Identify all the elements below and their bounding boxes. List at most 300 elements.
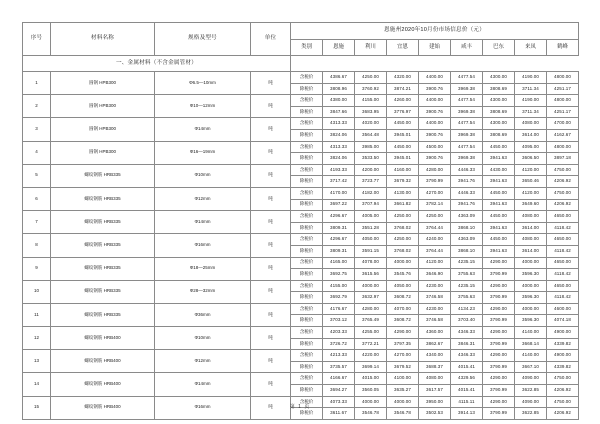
price-cell: 3617.57	[419, 385, 451, 397]
price-cell: 4000.00	[355, 280, 387, 292]
price-cell: 3723.77	[355, 176, 387, 188]
row-category-without-tax: 除税价	[291, 176, 323, 188]
price-cell: 3546.78	[387, 408, 419, 420]
price-cell: 3941.63	[483, 222, 515, 234]
price-cell: 3679.32	[387, 176, 419, 188]
row-category-with-tax: 含税价	[291, 373, 323, 385]
row-sequence: 7	[23, 211, 51, 234]
row-category-without-tax: 除税价	[291, 129, 323, 141]
row-material-name: 螺纹钢筋 HRB400	[51, 396, 155, 419]
price-cell: 3699.14	[355, 361, 387, 373]
price-cell: 4240.00	[419, 234, 451, 246]
price-cell: 4080.00	[515, 211, 547, 223]
price-cell: 3897.18	[547, 153, 579, 165]
price-cell: 4000.00	[387, 257, 419, 269]
row-spec-model: Φ12mm	[155, 187, 251, 210]
price-cell: 4446.33	[451, 187, 483, 199]
price-cell: 4400.00	[419, 118, 451, 130]
row-category-without-tax: 除税价	[291, 315, 323, 327]
price-cell: 4160.00	[387, 164, 419, 176]
row-category-without-tax: 除税价	[291, 292, 323, 304]
table-body	[23, 56, 579, 420]
row-material-name: 螺纹钢筋 HRB335	[51, 303, 155, 326]
table-row	[23, 141, 579, 153]
price-cell: 4206.92	[547, 385, 579, 397]
price-cell: 3782.14	[419, 199, 451, 211]
price-cell: 3772.21	[355, 338, 387, 350]
price-cell: 3900.76	[419, 153, 451, 165]
price-cell: 3692.75	[323, 269, 355, 281]
row-sequence: 12	[23, 327, 51, 350]
price-cell: 3790.99	[483, 292, 515, 304]
price-cell: 3692.79	[323, 292, 355, 304]
price-cell: 3502.53	[419, 408, 451, 420]
row-material-name: 圆钢 HPB300	[51, 118, 155, 141]
price-cell: 3941.63	[483, 153, 515, 165]
row-unit: 吨	[251, 373, 291, 396]
header-category: 类别	[291, 40, 323, 56]
price-cell: 3596.30	[515, 292, 547, 304]
price-cell: 4290.00	[387, 327, 419, 339]
table-row	[23, 164, 579, 176]
price-cell: 3614.00	[515, 245, 547, 257]
header-spec-model: 规格及型号	[155, 23, 251, 56]
row-sequence: 3	[23, 118, 51, 141]
row-category-with-tax: 含税价	[291, 211, 323, 223]
section-title-row	[23, 56, 579, 72]
row-category-without-tax: 除税价	[291, 199, 323, 211]
price-cell: 3688.37	[419, 361, 451, 373]
price-cell: 4329.56	[451, 373, 483, 385]
price-cell: 4600.00	[547, 303, 579, 315]
price-cell: 4700.00	[547, 118, 579, 130]
row-material-name: 螺纹钢筋 HRB335	[51, 280, 155, 303]
row-sequence: 4	[23, 141, 51, 164]
price-cell: 4300.00	[483, 95, 515, 107]
price-cell: 4270.00	[419, 187, 451, 199]
price-cell: 4000.00	[515, 257, 547, 269]
price-cell: 3697.22	[323, 199, 355, 211]
row-category-with-tax: 含税价	[291, 280, 323, 292]
price-cell: 4313.33	[323, 118, 355, 130]
row-material-name: 圆钢 HPB300	[51, 141, 155, 164]
row-sequence: 5	[23, 164, 51, 187]
row-category-with-tax: 含税价	[291, 187, 323, 199]
price-cell: 4250.00	[387, 211, 419, 223]
row-spec-model: Φ14mm	[155, 211, 251, 234]
price-cell: 3790.99	[483, 361, 515, 373]
price-cell: 4340.00	[419, 350, 451, 362]
price-cell: 4251.17	[547, 106, 579, 118]
price-cell: 4477.54	[451, 95, 483, 107]
row-category-without-tax: 除税价	[291, 361, 323, 373]
price-cell: 3667.10	[515, 361, 547, 373]
row-spec-model: Φ14mm	[155, 373, 251, 396]
price-cell: 4015.41	[451, 361, 483, 373]
price-cell: 4363.09	[451, 211, 483, 223]
price-cell: 3746.58	[419, 292, 451, 304]
price-cell: 4339.82	[547, 338, 579, 350]
row-category-without-tax: 除税价	[291, 408, 323, 420]
price-cell: 3533.50	[355, 153, 387, 165]
price-cell: 4130.00	[387, 187, 419, 199]
row-spec-model: Φ10—12mm	[155, 95, 251, 118]
price-cell: 3614.00	[515, 222, 547, 234]
price-cell: 3551.28	[355, 222, 387, 234]
price-cell: 3950.00	[419, 396, 451, 408]
row-category-with-tax: 含税价	[291, 303, 323, 315]
price-cell: 4360.00	[419, 327, 451, 339]
table-row	[23, 211, 579, 223]
header-city-lichuan: 利川	[355, 40, 387, 56]
row-spec-model: Φ16mm	[155, 396, 251, 419]
table-row	[23, 350, 579, 362]
price-cell: 4320.00	[387, 72, 419, 84]
header-city-xuanen: 宜恩	[387, 40, 419, 56]
price-cell: 3711.34	[515, 106, 547, 118]
row-material-name: 螺纹钢筋 HRB335	[51, 187, 155, 210]
row-spec-model: Φ10mm	[155, 327, 251, 350]
header-seq: 序号	[23, 23, 51, 56]
price-cell: 3611.67	[323, 408, 355, 420]
price-cell: 4015.41	[451, 385, 483, 397]
price-cell: 4095.00	[515, 141, 547, 153]
price-cell: 4450.00	[387, 141, 419, 153]
price-cell: 3941.63	[483, 199, 515, 211]
row-sequence: 2	[23, 95, 51, 118]
row-category-without-tax: 除税价	[291, 106, 323, 118]
price-cell: 3808.69	[483, 129, 515, 141]
row-sequence: 1	[23, 72, 51, 95]
row-spec-model: Φ12mm	[155, 350, 251, 373]
row-material-name: 螺纹钢筋 HRB400	[51, 350, 155, 373]
header-city-laifeng: 来凤	[515, 40, 547, 56]
price-cell: 3635.27	[387, 385, 419, 397]
price-cell: 4750.00	[547, 187, 579, 199]
price-cell: 3679.52	[387, 361, 419, 373]
price-cell: 3900.76	[419, 129, 451, 141]
row-unit: 吨	[251, 95, 291, 118]
price-cell: 4120.00	[419, 257, 451, 269]
price-cell: 3755.63	[451, 269, 483, 281]
row-spec-model: Φ6.5—10mm	[155, 72, 251, 95]
price-cell: 3717.42	[323, 176, 355, 188]
row-category-with-tax: 含税价	[291, 327, 323, 339]
price-cell: 4140.00	[515, 350, 547, 362]
price-cell: 4235.15	[451, 280, 483, 292]
price-cell: 4118.42	[547, 269, 579, 281]
price-cell: 3900.76	[419, 83, 451, 95]
header-city-enshi: 恩施	[323, 40, 355, 56]
price-cell: 4203.33	[323, 327, 355, 339]
price-cell: 3614.00	[515, 129, 547, 141]
row-spec-model: Φ14mm	[155, 118, 251, 141]
price-cell: 3846.31	[451, 338, 483, 350]
row-material-name: 螺纹钢筋 HRB400	[51, 373, 155, 396]
price-cell: 4170.00	[323, 187, 355, 199]
price-cell: 4166.67	[323, 373, 355, 385]
row-material-name: 圆钢 HPB300	[51, 72, 155, 95]
price-cell: 4313.33	[323, 141, 355, 153]
row-unit: 吨	[251, 141, 291, 164]
row-category-with-tax: 含税价	[291, 257, 323, 269]
price-cell: 3790.99	[419, 176, 451, 188]
price-cell: 4296.67	[323, 211, 355, 223]
row-unit: 吨	[251, 350, 291, 373]
header-city-xianfeng: 咸丰	[451, 40, 483, 56]
price-cell: 3591.15	[355, 245, 387, 257]
price-cell: 3622.85	[515, 385, 547, 397]
price-cell: 4900.00	[547, 350, 579, 362]
row-sequence: 11	[23, 303, 51, 326]
row-sequence: 10	[23, 280, 51, 303]
price-cell: 4363.09	[451, 234, 483, 246]
price-cell: 3646.90	[419, 269, 451, 281]
price-cell: 3703.40	[451, 315, 483, 327]
price-cell: 4280.00	[419, 164, 451, 176]
price-cell: 3941.76	[451, 199, 483, 211]
price-cell: 4750.00	[547, 164, 579, 176]
price-cell: 3596.30	[515, 269, 547, 281]
price-cell: 3764.44	[419, 222, 451, 234]
price-cell: 3545.76	[387, 269, 419, 281]
price-cell: 4300.00	[483, 72, 515, 84]
price-cell: 3608.72	[387, 315, 419, 327]
row-material-name: 螺纹钢筋 HRB335	[51, 164, 155, 187]
price-cell: 4346.33	[451, 327, 483, 339]
price-cell: 3790.99	[483, 408, 515, 420]
row-unit: 吨	[251, 211, 291, 234]
price-cell: 3969.38	[451, 129, 483, 141]
price-cell: 4290.00	[483, 303, 515, 315]
price-cell: 3661.82	[387, 199, 419, 211]
row-unit: 吨	[251, 280, 291, 303]
price-cell: 3808.69	[483, 106, 515, 118]
price-cell: 3809.31	[323, 222, 355, 234]
price-cell: 4190.00	[515, 72, 547, 84]
price-cell: 4015.00	[355, 373, 387, 385]
price-cell: 3650.46	[515, 176, 547, 188]
price-cell: 4200.00	[355, 164, 387, 176]
price-cell: 4290.00	[483, 327, 515, 339]
row-category-with-tax: 含税价	[291, 141, 323, 153]
price-cell: 3790.99	[483, 385, 515, 397]
price-cell: 4290.00	[483, 396, 515, 408]
price-cell: 3969.38	[451, 153, 483, 165]
row-unit: 吨	[251, 257, 291, 280]
price-cell: 4162.67	[547, 129, 579, 141]
table-row	[23, 373, 579, 385]
price-cell: 4078.00	[355, 257, 387, 269]
price-cell: 4005.00	[355, 211, 387, 223]
row-material-name: 螺纹钢筋 HRB400	[51, 327, 155, 350]
price-cell: 4477.54	[451, 141, 483, 153]
row-material-name: 螺纹钢筋 HRB335	[51, 234, 155, 257]
row-category-with-tax: 含税价	[291, 95, 323, 107]
price-cell: 4176.67	[323, 303, 355, 315]
price-cell: 4140.00	[515, 327, 547, 339]
price-cell: 3649.60	[515, 199, 547, 211]
row-category-with-tax: 含税价	[291, 118, 323, 130]
price-cell: 4000.00	[515, 303, 547, 315]
price-cell: 3608.72	[387, 292, 419, 304]
price-cell: 3985.00	[355, 141, 387, 153]
row-spec-model: Φ36mm	[155, 303, 251, 326]
row-material-name: 螺纹钢筋 HRB335	[51, 257, 155, 280]
price-cell: 3790.99	[483, 269, 515, 281]
row-category-without-tax: 除税价	[291, 338, 323, 350]
row-category-with-tax: 含税价	[291, 72, 323, 84]
table-head	[23, 23, 579, 56]
price-cell: 4155.00	[323, 280, 355, 292]
price-cell: 4380.00	[323, 95, 355, 107]
row-category-without-tax: 除税价	[291, 269, 323, 281]
price-cell: 4251.17	[547, 83, 579, 95]
price-cell: 4346.33	[451, 350, 483, 362]
price-cell: 4074.18	[547, 315, 579, 327]
price-cell: 4446.33	[451, 164, 483, 176]
price-cell: 3941.63	[483, 176, 515, 188]
row-unit: 吨	[251, 187, 291, 210]
price-cell: 4650.00	[547, 211, 579, 223]
price-cell: 4080.00	[419, 373, 451, 385]
price-cell: 3790.99	[483, 315, 515, 327]
table-row	[23, 327, 579, 339]
price-cell: 4386.67	[323, 72, 355, 84]
price-cell: 4800.00	[547, 141, 579, 153]
price-cell: 4800.00	[547, 72, 579, 84]
price-cell: 4430.00	[483, 164, 515, 176]
price-cell: 3969.38	[451, 106, 483, 118]
row-category-with-tax: 含税价	[291, 164, 323, 176]
price-cell: 3726.72	[323, 338, 355, 350]
header-city-badong: 巴东	[483, 40, 515, 56]
row-material-name: 圆钢 HPB300	[51, 95, 155, 118]
price-cell: 4134.23	[451, 303, 483, 315]
price-cell: 3941.63	[483, 245, 515, 257]
price-cell: 4165.00	[323, 257, 355, 269]
header-city-jianshi: 建始	[419, 40, 451, 56]
price-cell: 3768.02	[387, 245, 419, 257]
price-cell: 3790.99	[483, 338, 515, 350]
table-row	[23, 95, 579, 107]
price-cell: 4750.00	[547, 396, 579, 408]
price-cell: 4073.33	[323, 396, 355, 408]
price-cell: 4230.00	[419, 280, 451, 292]
row-category-with-tax: 含税价	[291, 350, 323, 362]
price-cell: 3868.10	[451, 245, 483, 257]
price-cell: 4050.00	[355, 234, 387, 246]
price-cell: 4290.00	[483, 350, 515, 362]
price-cell: 4230.00	[419, 303, 451, 315]
price-cell: 3632.97	[355, 292, 387, 304]
price-cell: 3824.06	[323, 129, 355, 141]
price-cell: 3941.76	[451, 176, 483, 188]
table-row	[23, 234, 579, 246]
price-cell: 4000.00	[355, 396, 387, 408]
price-cell: 4206.92	[547, 199, 579, 211]
price-cell: 3914.13	[451, 408, 483, 420]
price-cell: 4080.00	[515, 234, 547, 246]
price-cell: 4255.00	[355, 327, 387, 339]
table-row	[23, 303, 579, 315]
table-row	[23, 72, 579, 84]
price-cell: 3969.38	[451, 83, 483, 95]
header-price-title: 恩施州2020年10月份市场信息价（元）	[291, 23, 579, 40]
price-cell: 4650.00	[547, 257, 579, 269]
price-cell: 3755.63	[451, 292, 483, 304]
price-cell: 4280.00	[355, 303, 387, 315]
price-cell: 4090.00	[515, 373, 547, 385]
price-cell: 3707.94	[355, 199, 387, 211]
price-cell: 4250.00	[355, 72, 387, 84]
price-cell: 3824.06	[323, 153, 355, 165]
price-cell: 4450.00	[483, 211, 515, 223]
price-cell: 4270.00	[387, 350, 419, 362]
table-row	[23, 280, 579, 292]
price-cell: 3900.76	[419, 106, 451, 118]
row-sequence: 8	[23, 234, 51, 257]
table-row	[23, 118, 579, 130]
row-spec-model: Φ16mm	[155, 234, 251, 257]
row-sequence: 14	[23, 373, 51, 396]
page-footer: 第 1 页	[289, 404, 311, 410]
price-cell: 3874.21	[387, 83, 419, 95]
price-cell: 4120.00	[515, 187, 547, 199]
price-cell: 4450.00	[483, 187, 515, 199]
row-spec-model: Φ18—25mm	[155, 257, 251, 280]
price-cell: 4120.00	[515, 164, 547, 176]
price-cell: 4750.00	[547, 373, 579, 385]
price-cell: 3776.97	[387, 106, 419, 118]
price-cell: 4118.42	[547, 245, 579, 257]
price-cell: 4206.92	[547, 176, 579, 188]
price-cell: 4213.33	[323, 350, 355, 362]
price-cell: 4080.00	[515, 118, 547, 130]
price-cell: 4206.92	[547, 408, 579, 420]
price-cell: 4290.00	[483, 280, 515, 292]
price-cell: 3808.96	[323, 83, 355, 95]
price-cell: 4118.42	[547, 292, 579, 304]
price-cell: 3703.12	[323, 315, 355, 327]
row-category-with-tax: 含税价	[291, 234, 323, 246]
price-cell: 3683.95	[355, 106, 387, 118]
price-cell: 3596.30	[515, 315, 547, 327]
price-cell: 3760.92	[355, 83, 387, 95]
header-city-hefeng: 鹤峰	[547, 40, 579, 56]
price-cell: 4800.00	[547, 95, 579, 107]
price-cell: 4477.54	[451, 72, 483, 84]
row-unit: 吨	[251, 164, 291, 187]
price-cell: 4339.82	[547, 361, 579, 373]
price-cell: 3765.49	[355, 315, 387, 327]
price-cell: 3711.34	[515, 83, 547, 95]
price-cell: 4235.15	[451, 257, 483, 269]
price-cell: 4115.11	[451, 396, 483, 408]
price-cell: 4500.00	[419, 141, 451, 153]
price-cell: 4477.54	[451, 118, 483, 130]
price-cell: 3764.44	[419, 245, 451, 257]
price-cell: 4260.00	[387, 95, 419, 107]
price-cell: 4650.00	[547, 280, 579, 292]
price-cell: 4000.00	[515, 280, 547, 292]
row-unit: 吨	[251, 303, 291, 326]
row-sequence: 6	[23, 187, 51, 210]
price-cell: 4400.00	[419, 72, 451, 84]
price-cell: 3746.58	[419, 315, 451, 327]
price-cell: 3694.27	[323, 385, 355, 397]
price-information-table	[22, 22, 579, 420]
